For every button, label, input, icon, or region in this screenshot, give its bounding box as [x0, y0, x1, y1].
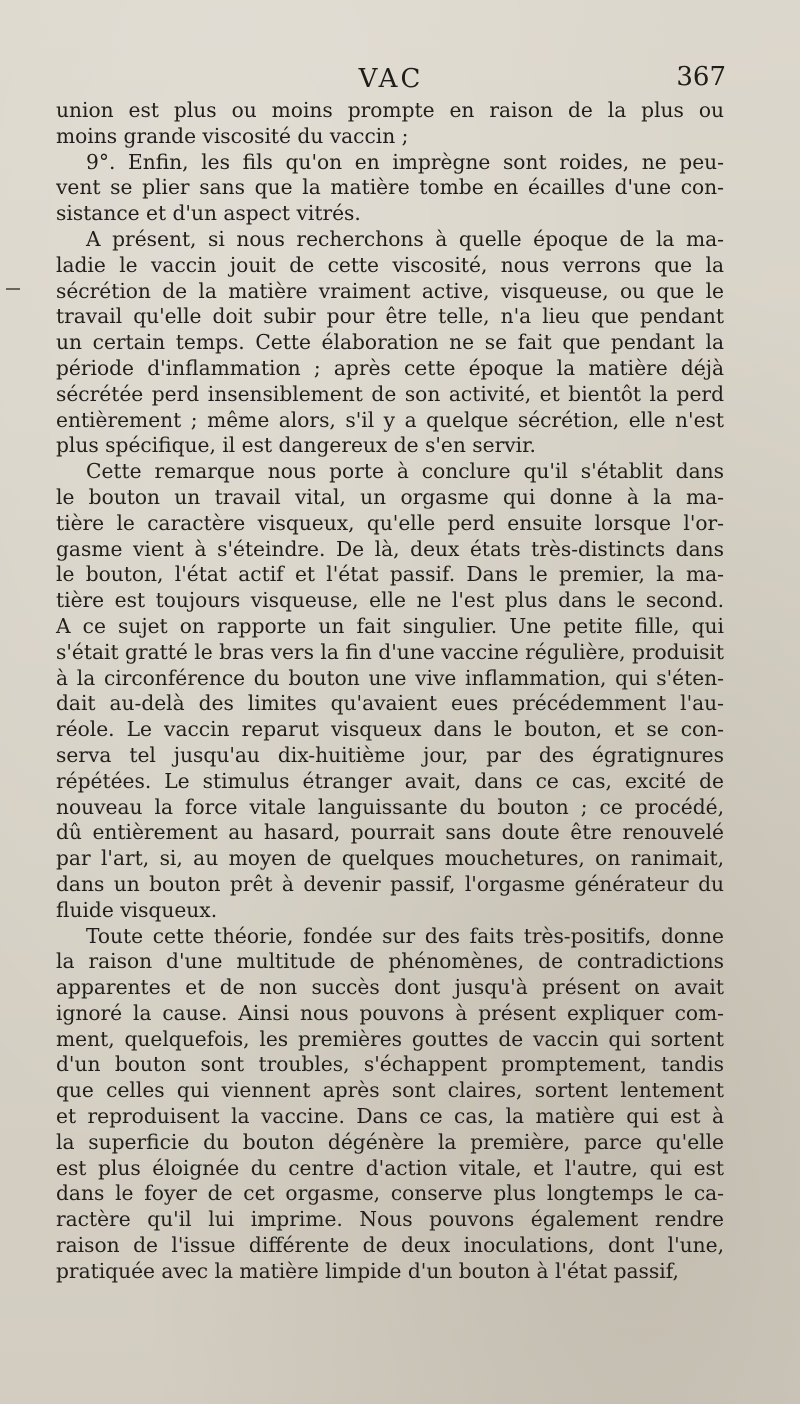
text-line: et reproduisent la vaccine. Dans ce cas, la matière qui est à [56, 1104, 724, 1129]
text-line: la raison d'une multitude de phénomènes, de contradictions [56, 949, 724, 974]
text-line: dans un bouton prêt à devenir passif, l'orgasme générateur du [56, 871, 724, 896]
text-line: sécrétion de la matière vraiment active, visqueuse, ou que le [56, 278, 724, 303]
text-line: gasme vient à s'éteindre. De là, deux états très-distincts dans [56, 536, 724, 561]
paragraph [56, 227, 724, 459]
running-head: VAC [358, 64, 424, 94]
text-line: travail qu'elle doit subir pour être telle, n'a lieu que pendant [56, 304, 724, 329]
text-line: réole. Le vaccin reparut visqueux dans le bouton, et se con- [56, 717, 724, 742]
paragraph [56, 98, 724, 150]
text-line: pratiquée avec la matière limpide d'un bouton à l'état passif, [56, 1258, 679, 1283]
text-line: le bouton, l'état actif et l'état passif. Dans le premier, la ma- [56, 562, 724, 587]
body-text [56, 98, 724, 1285]
text-line: que celles qui viennent après sont claires, sortent lentement [56, 1078, 724, 1103]
page-header [56, 62, 726, 96]
text-line: tière est toujours visqueuse, elle ne l'est plus dans le second. [56, 588, 724, 613]
text-line: serva tel jusqu'au dix-huitième jour, par des égratignures [56, 742, 724, 767]
text-line: union est plus ou moins prompte en raison de la plus ou [56, 98, 724, 122]
paragraph [56, 924, 724, 1285]
text-line: ignoré la cause. Ainsi nous pouvons à présent expliquer com- [56, 1000, 724, 1025]
text-line: par l'art, si, au moyen de quelques mouchetures, on ranimait, [56, 846, 724, 871]
text-line: Cette remarque nous porte à conclure qu'il s'établit dans [86, 459, 724, 484]
text-line: ment, quelquefois, les premières gouttes de vaccin qui sortent [56, 1026, 724, 1051]
text-line: sécrétée perd insensiblement de son activité, et bientôt la perd [56, 381, 724, 406]
text-line: dû entièrement au hasard, pourrait sans doute être renouvelé [56, 820, 724, 845]
page-number: 367 [676, 62, 726, 92]
paragraph [56, 150, 724, 227]
text-line: est plus éloignée du centre d'action vitale, et l'autre, qui est [56, 1155, 724, 1180]
text-line: plus spécifique, il est dangereux de s'en servir. [56, 433, 536, 458]
paragraph [56, 459, 724, 923]
text-line: un certain temps. Cette élaboration ne se fait que pendant la [56, 330, 724, 355]
text-line: entièrement ; même alors, s'il y a quelque sécrétion, elle n'est [56, 407, 724, 432]
text-line: sistance et d'un aspect vitrés. [56, 201, 361, 226]
text-line: le bouton un travail vital, un orgasme qui donne à la ma- [56, 484, 724, 509]
text-line: la superficie du bouton dégénère la première, parce qu'elle [56, 1129, 724, 1154]
text-line: fluide visqueux. [56, 897, 218, 922]
text-line: tière le caractère visqueux, qu'elle perd ensuite lorsque l'or- [56, 510, 724, 535]
text-line: 9°. Enfin, les fils qu'on en imprègne sont roides, ne peu- [86, 149, 724, 174]
text-line: Toute cette théorie, fondée sur des faits très-positifs, donne [86, 923, 724, 948]
text-line: nouveau la force vitale languissante du bouton ; ce procédé, [56, 794, 724, 819]
margin-mark [6, 288, 20, 290]
text-line: apparentes et de non succès dont jusqu'à présent on avait [56, 975, 724, 1000]
text-line: d'un bouton sont troubles, s'échappent promptement, tandis [56, 1052, 724, 1077]
text-line: moins grande viscosité du vaccin ; [56, 123, 409, 148]
text-line: s'était gratté le bras vers la fin d'une vaccine régulière, produisit [56, 639, 724, 664]
text-line: dait au-delà des limites qu'avaient eues précédemment l'au- [56, 691, 724, 716]
text-line: ractère qu'il lui imprime. Nous pouvons également rendre [56, 1207, 724, 1232]
text-line: raison de l'issue différente de deux inoculations, dont l'une, [56, 1233, 724, 1258]
text-line: répétées. Le stimulus étranger avait, dans ce cas, excité de [56, 768, 724, 793]
text-line: A ce sujet on rapporte un fait singulier. Une petite fille, qui [56, 613, 724, 638]
text-line: dans le foyer de cet orgasme, conserve plus longtemps le ca- [56, 1181, 724, 1206]
text-line: période d'inflammation ; après cette époque la matière déjà [56, 355, 724, 380]
text-line: à la circonférence du bouton une vive inflammation, qui s'éten- [56, 665, 724, 690]
text-line: ladie le vaccin jouit de cette viscosité, nous verrons que la [56, 252, 724, 277]
text-line: vent se plier sans que la matière tombe en écailles d'une con- [56, 175, 724, 200]
text-line: A présent, si nous recherchons à quelle époque de la ma- [86, 226, 724, 251]
